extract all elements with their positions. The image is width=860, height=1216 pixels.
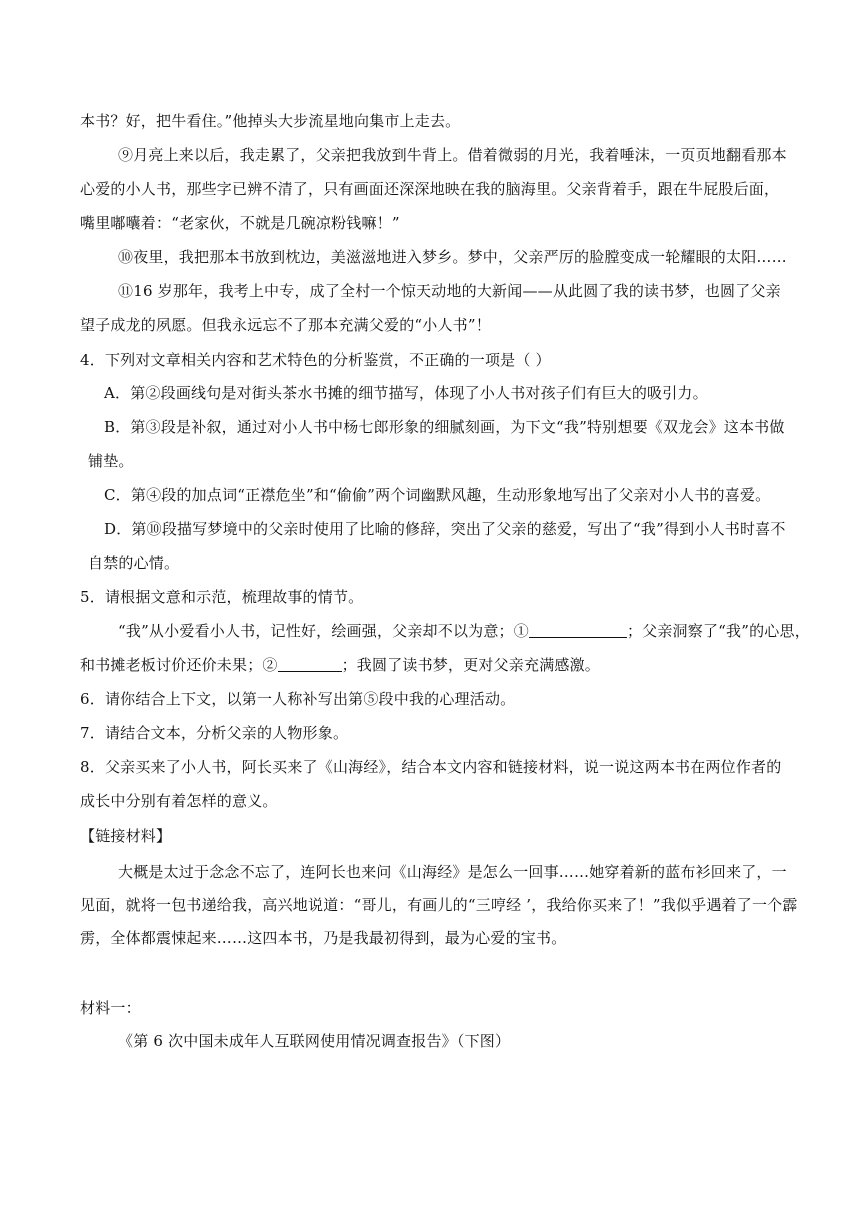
question-4-option-d-line-1: D．第⑩段描写梦境中的父亲时使用了比喻的修辞，突出了父亲的慈爱，写出了“我”得到小人书时喜不 bbox=[104, 520, 786, 538]
story-paragraph-9-line-3: 嘴里嘟囔着：“老家伙，不就是几碗凉粉钱嘛！” bbox=[80, 214, 400, 232]
question-5-line-1 bbox=[118, 621, 810, 641]
link-material-line-2: 见面，就将一包书递给我，高兴地说道：“哥儿，有画儿的“三哼经 ’，我给你买来了！”我似乎遇着了一个霹 bbox=[80, 896, 798, 914]
question-5-text-b: ；父亲洞察了“我”的心思， bbox=[626, 622, 810, 640]
question-8-line-2: 成长中分别有着怎样的意义。 bbox=[80, 792, 278, 810]
story-paragraph-11-line-1: ⑪16 岁那年，我考上中专，成了全村一个惊天动地的大新闻——从此圆了我的读书梦，也圆了父亲 bbox=[118, 282, 781, 300]
question-5-stem: 5．请根据文意和示范，梳理故事的情节。 bbox=[80, 588, 364, 606]
question-4-option-a: A．第②段画线句是对街头茶水书摊的细节描写，体现了小人书对孩子们有巨大的吸引力。 bbox=[104, 384, 708, 402]
answer-blank-1[interactable] bbox=[529, 623, 627, 638]
question-4-option-b-line-1: B．第③段是补叙，通过对小人书中杨七郎形象的细腻刻画，为下文“我”特别想要《双龙会》这本书做 bbox=[104, 418, 785, 436]
question-7: 7．请结合文本，分析父亲的人物形象。 bbox=[80, 724, 349, 742]
link-material-line-3: 雳，全体都震悚起来……这四本书，乃是我最初得到，最为心爱的宝书。 bbox=[80, 929, 567, 947]
story-paragraph-10: ⑩夜里，我把那本书放到枕边，美滋滋地进入梦乡。梦中，父亲严厉的脸膛变成一轮耀眼的太阳…… bbox=[118, 248, 787, 266]
material-one-heading: 材料一： bbox=[80, 999, 141, 1017]
question-4-stem: 4．下列对文章相关内容和艺术特色的分析鉴赏，不正确的一项是（ ） bbox=[80, 351, 551, 369]
question-4-option-b-line-2: 铺垫。 bbox=[88, 452, 134, 470]
story-paragraph-9-line-2: 心爱的小人书，那些字已辨不清了，只有画面还深深地映在我的脑海里。父亲背着手，跟在牛屁股后面， bbox=[80, 180, 780, 198]
question-4-option-c: C．第④段的加点词“正襟危坐”和“偷偷”两个词幽默风趣，生动形象地写出了父亲对小人书的喜爱。 bbox=[104, 486, 771, 504]
answer-blank-2[interactable] bbox=[278, 657, 342, 672]
story-paragraph-8-end: 本书？好，把牛看住。”他掉头大步流星地向集市上走去。 bbox=[80, 112, 461, 130]
question-5-text-c: 和书摊老板讨价还价未果；② bbox=[80, 656, 278, 674]
link-material-heading: 【链接材料】 bbox=[80, 827, 172, 845]
question-5-text-d: ；我圆了读书梦，更对父亲充满感激。 bbox=[341, 656, 601, 674]
question-4-option-d-line-2: 自禁的心情。 bbox=[88, 554, 180, 572]
question-6: 6．请你结合上下文，以第一人称补写出第⑤段中我的心理活动。 bbox=[80, 690, 516, 708]
story-paragraph-11-line-2: 望子成龙的夙愿。但我永远忘不了那本充满父爱的“小人书”！ bbox=[80, 316, 491, 334]
question-5-line-2 bbox=[80, 655, 600, 675]
story-paragraph-9-line-1: ⑨月亮上来以后，我走累了，父亲把我放到牛背上。借着微弱的月光，我着唾沫，一页页地翻看那本 bbox=[118, 146, 787, 164]
material-one-caption: 《第 6 次中国未成年人互联网使用情况调查报告》（下图） bbox=[118, 1032, 511, 1050]
link-material-line-1: 大概是太过于念念不忘了，连阿长也来问《山海经》是怎么一回事……她穿着新的蓝布衫回来了，一 bbox=[118, 863, 787, 881]
question-5-text-a: “我”从小爱看小人书，记性好，绘画强，父亲却不以为意；① bbox=[118, 622, 529, 640]
question-8-line-1: 8．父亲买来了小人书，阿长买来了《山海经》，结合本文内容和链接材料，说一说这两本书在两位作者的 bbox=[80, 758, 782, 776]
